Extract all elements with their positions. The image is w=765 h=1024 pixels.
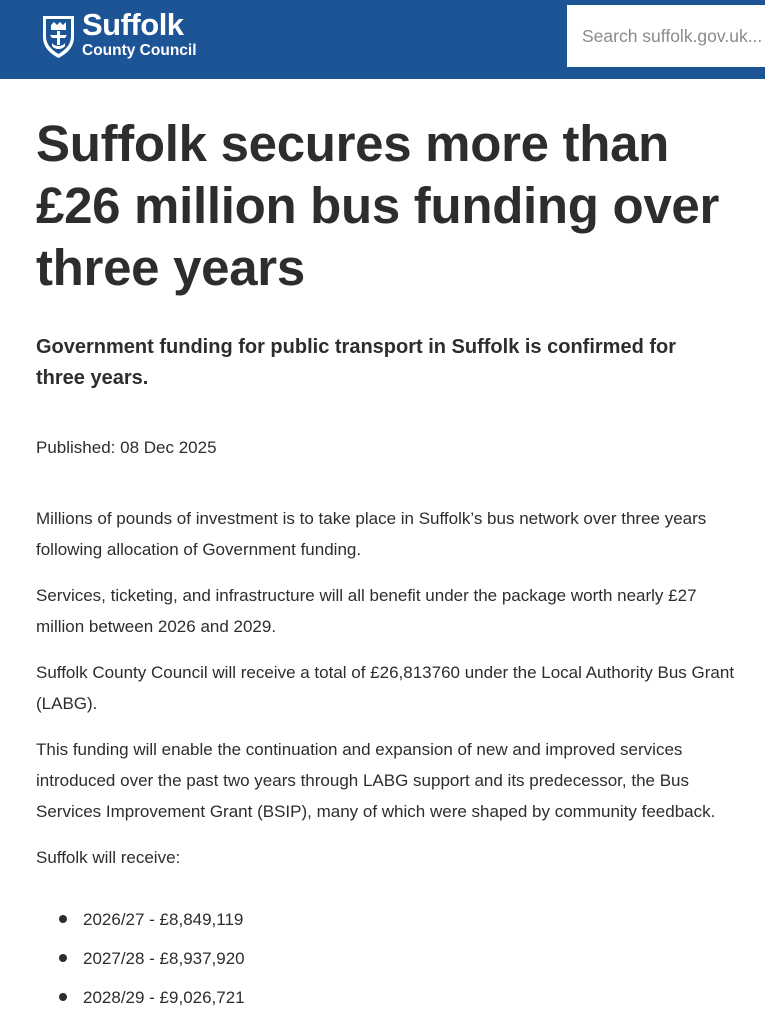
page-title: Suffolk secures more than £26 million bus funding over three years — [36, 115, 720, 296]
logo-title: Suffolk — [82, 7, 184, 42]
funding-list-item — [36, 982, 245, 1021]
funding-item-text: 2026/27 - £8,849,119 — [83, 910, 244, 929]
search-input[interactable] — [567, 5, 765, 67]
funding-item-text: 2028/29 - £9,026,721 — [83, 988, 245, 1007]
article-paragraph: Suffolk County Council will receive a total of £26,813760 under the Local Authority Bus Grant (LABG). — [36, 663, 735, 713]
funding-item-text: 2027/28 - £8,937,920 — [83, 949, 245, 968]
logo-subtitle: County Council — [82, 42, 197, 59]
article-paragraph: Suffolk will receive: — [36, 848, 181, 867]
article-lead: Government funding for public transport in Suffolk is confirmed for three years. — [36, 336, 677, 389]
bullet-icon — [59, 954, 67, 962]
bullet-icon — [59, 915, 67, 923]
suffolk-logo-link[interactable] — [40, 7, 200, 63]
funding-list-item — [36, 904, 245, 943]
site-header — [0, 0, 765, 79]
suffolk-crest-icon — [40, 13, 77, 59]
published-date: Published: 08 Dec 2025 — [36, 438, 217, 457]
funding-list-item — [36, 943, 245, 982]
article-paragraph: Millions of pounds of investment is to take place in Suffolk’s bus network over three years following allocation of Government funding. — [36, 509, 707, 559]
article-paragraph: This funding will enable the continuation and expansion of new and improved services introduced over the past two years through LABG support and its predecessor, the Bus Services Improvement Grant (BSIP), many of which were shaped by community feedback. — [36, 740, 716, 821]
bullet-icon — [59, 993, 67, 1001]
article-paragraph: Services, ticketing, and infrastructure will all benefit under the package worth nearly £27 million between 2026 and 2029. — [36, 586, 697, 636]
funding-list — [36, 904, 245, 1021]
